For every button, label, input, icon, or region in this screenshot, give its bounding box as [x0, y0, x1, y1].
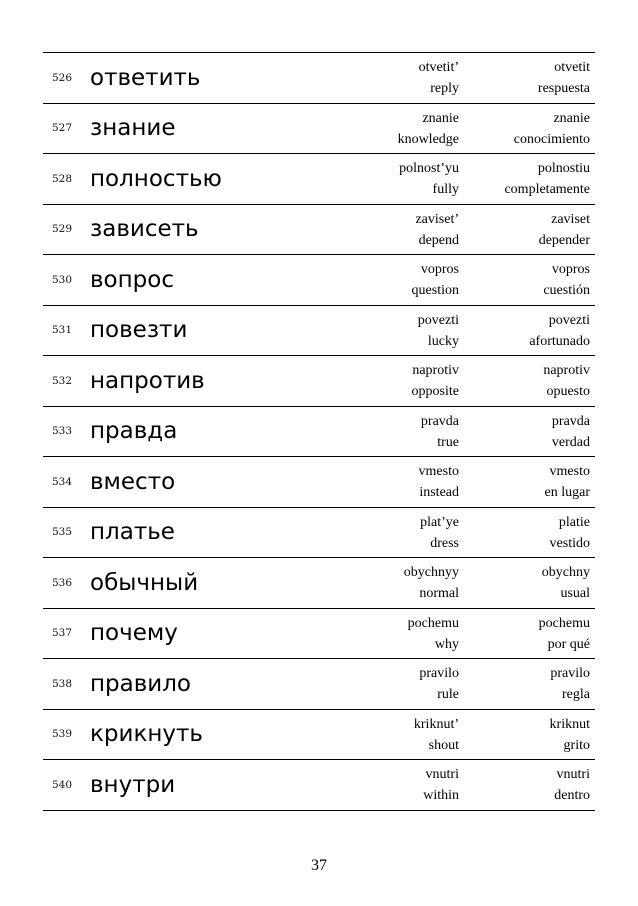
english-translation: normal [419, 586, 459, 601]
transliteration: pravilo [419, 666, 459, 681]
transliteration: plat’ye [420, 514, 459, 530]
transliteration: zaviset’ [415, 211, 459, 227]
transliteration: kriknut’ [413, 716, 459, 732]
english-column [309, 158, 459, 200]
table-row [43, 356, 595, 407]
transliteration: pravda [420, 413, 459, 429]
table-row [43, 53, 595, 104]
spanish-translation: conocimiento [513, 131, 590, 147]
transliteration: vopros [420, 262, 459, 277]
transliteration: naprotiv [543, 363, 590, 378]
russian-word: зависеть [90, 216, 199, 243]
spanish-column [460, 461, 590, 503]
entry-number: 535 [52, 526, 73, 539]
spanish-translation: verdad [551, 434, 590, 450]
entry-number: 539 [52, 728, 73, 741]
transliteration: vnutri [425, 767, 459, 782]
transliteration: zaviset [551, 211, 590, 227]
table-row [43, 609, 595, 660]
russian-word: правило [90, 670, 192, 697]
spanish-translation: cuestión [543, 283, 590, 298]
transliteration: polnostiu [537, 161, 590, 176]
spanish-translation: vestido [549, 535, 590, 551]
english-translation: true [437, 434, 459, 450]
transliteration: znanie [553, 110, 590, 126]
russian-word: ответить [90, 64, 201, 91]
english-column [309, 562, 459, 604]
transliteration: kriknut [549, 716, 590, 732]
entry-number: 526 [52, 71, 73, 84]
table-row [43, 205, 595, 256]
russian-word: внутри [90, 771, 176, 798]
english-column [309, 108, 459, 150]
spanish-column [460, 158, 590, 200]
page-number: 37 [311, 857, 327, 874]
english-translation: within [423, 788, 459, 803]
english-column [309, 764, 459, 806]
spanish-translation: en lugar [544, 485, 590, 500]
spanish-translation: completamente [504, 182, 590, 197]
english-column [309, 512, 459, 554]
transliteration: pochemu [407, 615, 459, 631]
table-row [43, 710, 595, 761]
spanish-column [460, 310, 590, 352]
russian-word: крикнуть [90, 721, 203, 748]
spanish-column [460, 108, 590, 150]
transliteration: naprotiv [412, 363, 459, 378]
transliteration: obychnyy [403, 565, 459, 580]
spanish-column [460, 613, 590, 655]
transliteration: vopros [551, 262, 590, 277]
table-row [43, 508, 595, 559]
vocabulary-table [43, 52, 595, 811]
english-translation: reply [430, 81, 459, 96]
russian-word: знание [90, 115, 176, 142]
table-row [43, 255, 595, 306]
english-translation: knowledge [397, 131, 459, 147]
transliteration: povezti [548, 312, 590, 328]
entry-number: 532 [52, 374, 73, 387]
entry-number: 540 [52, 778, 73, 791]
transliteration: vmesto [549, 464, 590, 479]
english-translation: depend [418, 232, 459, 248]
spanish-translation: dentro [554, 788, 590, 803]
transliteration: povezti [417, 312, 459, 328]
spanish-translation: grito [563, 737, 590, 753]
entry-number: 527 [52, 122, 73, 135]
english-column [309, 57, 459, 99]
transliteration: vmesto [418, 464, 459, 479]
english-translation: fully [432, 182, 459, 197]
english-column [309, 259, 459, 301]
russian-word: вместо [90, 468, 176, 495]
english-column [309, 411, 459, 453]
spanish-column [460, 209, 590, 251]
english-column [309, 209, 459, 251]
russian-word: правда [90, 418, 178, 445]
transliteration: vnutri [556, 767, 590, 782]
transliteration: polnost’yu [399, 161, 459, 176]
entry-number: 538 [52, 677, 73, 690]
spanish-translation: depender [538, 232, 590, 248]
entry-number: 534 [52, 475, 73, 488]
transliteration: znanie [422, 110, 459, 126]
transliteration: pochemu [538, 615, 590, 631]
english-translation: rule [437, 687, 459, 702]
spanish-column [460, 562, 590, 604]
english-column [309, 461, 459, 503]
english-column [309, 663, 459, 705]
table-row [43, 760, 595, 811]
table-row [43, 407, 595, 458]
table-row [43, 154, 595, 205]
english-column [309, 714, 459, 756]
entry-number: 533 [52, 425, 73, 438]
entry-number: 529 [52, 223, 73, 236]
table-row [43, 558, 595, 609]
entry-number: 528 [52, 172, 73, 185]
transliteration: otvetit’ [418, 60, 459, 75]
english-column [309, 360, 459, 402]
table-row [43, 457, 595, 508]
russian-word: напротив [90, 367, 205, 394]
english-translation: why [434, 636, 459, 652]
spanish-translation: opuesto [546, 384, 590, 399]
table-row [43, 104, 595, 155]
spanish-column [460, 764, 590, 806]
transliteration: platie [558, 514, 590, 530]
russian-word: почему [90, 620, 178, 647]
russian-word: повезти [90, 317, 188, 344]
english-translation: shout [428, 737, 459, 753]
english-translation: dress [430, 535, 459, 551]
spanish-column [460, 57, 590, 99]
spanish-column [460, 512, 590, 554]
transliteration: otvetit [554, 60, 590, 75]
entry-number: 531 [52, 324, 73, 337]
russian-word: обычный [90, 569, 199, 596]
table-row [43, 306, 595, 357]
russian-word: платье [90, 519, 175, 546]
spanish-translation: afortunado [529, 333, 590, 349]
transliteration: pravilo [550, 666, 590, 681]
english-column [309, 613, 459, 655]
spanish-translation: regla [562, 687, 590, 702]
english-translation: lucky [427, 333, 459, 349]
spanish-column [460, 663, 590, 705]
entry-number: 537 [52, 627, 73, 640]
english-translation: question [411, 283, 459, 298]
russian-word: вопрос [90, 266, 174, 293]
spanish-column [460, 411, 590, 453]
entry-number: 530 [52, 273, 73, 286]
transliteration: obychny [541, 565, 590, 580]
english-translation: instead [419, 485, 459, 500]
english-column [309, 310, 459, 352]
spanish-column [460, 714, 590, 756]
english-translation: opposite [411, 384, 459, 399]
entry-number: 536 [52, 576, 73, 589]
transliteration: pravda [551, 413, 590, 429]
spanish-translation: por qué [547, 636, 590, 652]
spanish-column [460, 259, 590, 301]
spanish-translation: usual [560, 586, 590, 601]
russian-word: полностью [90, 165, 222, 192]
table-row [43, 659, 595, 710]
spanish-translation: respuesta [537, 81, 590, 96]
spanish-column [460, 360, 590, 402]
